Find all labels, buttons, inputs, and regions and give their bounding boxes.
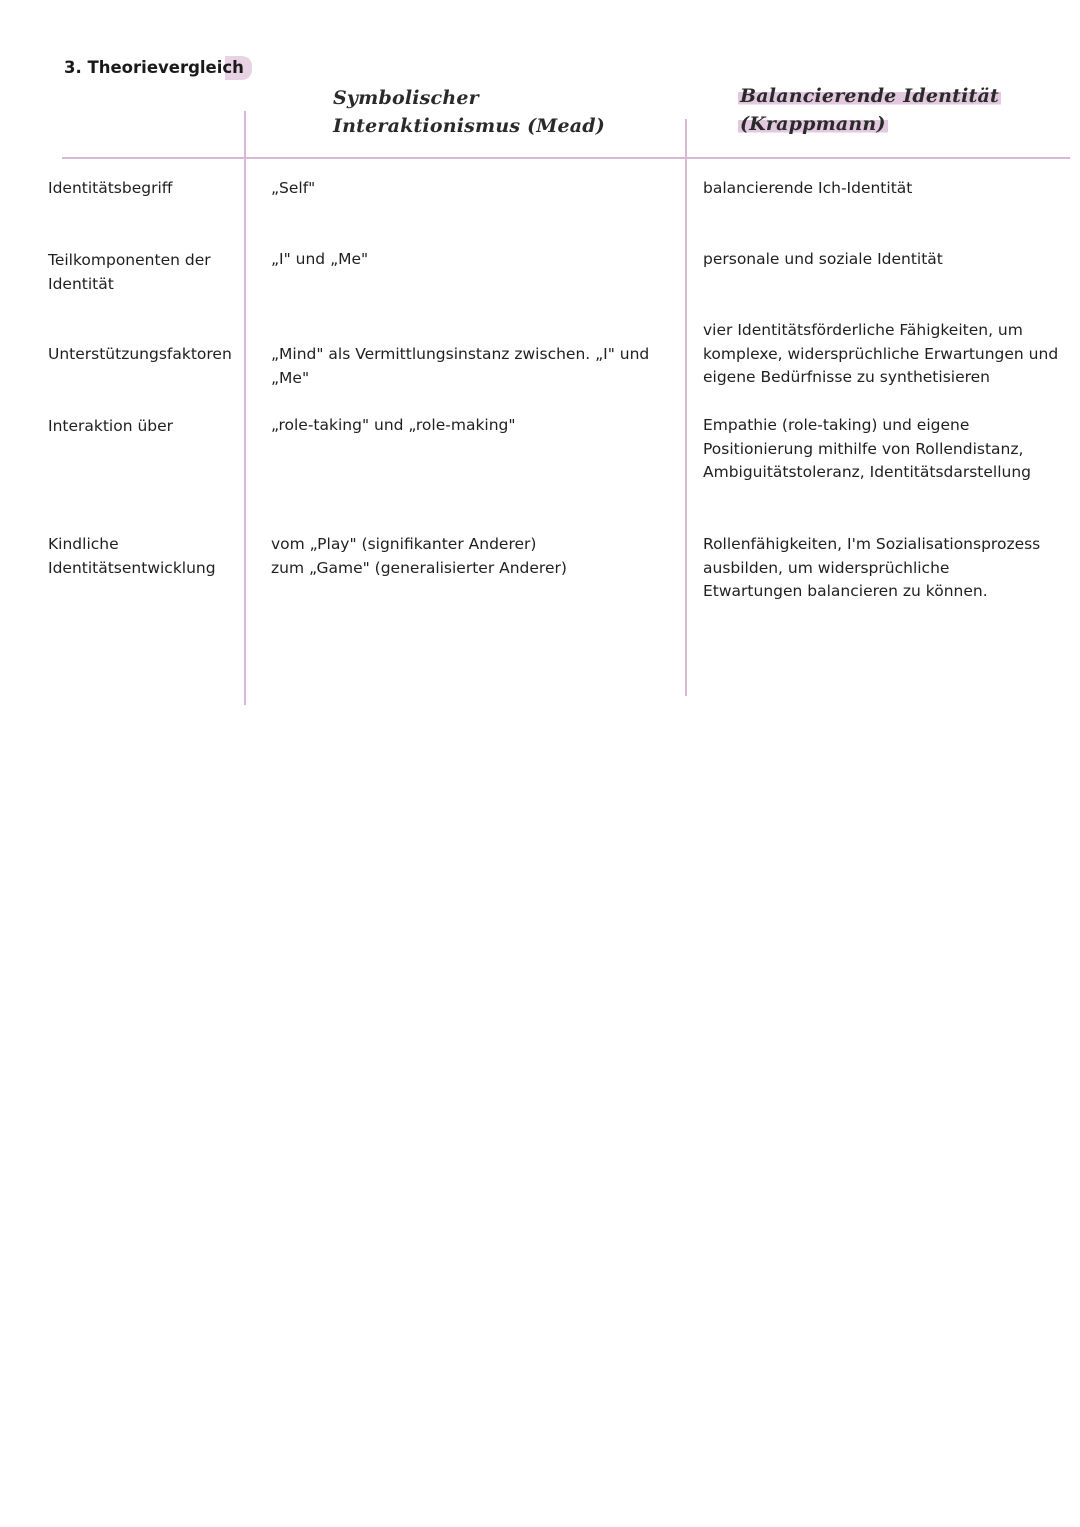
row-identitaetsbegriff-mead: „Self" — [271, 179, 316, 197]
row-label-unterstuetzungsfaktoren: Unterstützungsfaktoren — [48, 345, 232, 363]
column-header-krappmann-line2: (Krappmann) — [738, 110, 888, 138]
row-label-identitaetsbegriff: Identitätsbegriff — [48, 179, 173, 197]
row-interaktion-krappmann: Empathie (role-taking) und eigene Positionierung mithilfe von Rollendistanz, Ambiguitätstoleranz, Identitätsdarstellung — [703, 416, 1032, 481]
row-label-teilkomponenten: Teilkomponenten der Identität — [48, 251, 211, 293]
row-label-interaktion: Interaktion über — [48, 417, 174, 435]
row-unterstuetzungsfaktoren-krappmann: vier Identitätsförderliche Fähigkeiten, um komplexe, widersprüchliche Erwartungen und eigene Bedürfnisse zu synthetisieren — [703, 321, 1059, 386]
column-header-mead-line1: Symbolischer — [333, 87, 479, 109]
row-unterstuetzungsfaktoren-mead: „Mind" als Vermittlungsinstanz zwischen. „I" und „Me" — [271, 345, 650, 387]
row-teilkomponenten-krappmann: personale und soziale Identität — [703, 250, 943, 268]
column-header-mead — [333, 84, 605, 140]
row-identitaetsbegriff-krappmann: balancierende Ich-Identität — [703, 179, 913, 197]
row-interaktion-mead: „role-taking" und „role-making" — [271, 416, 516, 434]
row-kindliche-entwicklung-krappmann: Rollenfähigkeiten, I'm Sozialisationsprozess ausbilden, um widersprüchliche Etwartungen balancieren zu können. — [703, 535, 1041, 600]
row-kindliche-entwicklung-mead: vom „Play" (signifikanter Anderer) zum „Game" (generalisierter Anderer) — [271, 535, 567, 577]
column-header-mead-line2: Interaktionismus (Mead) — [333, 115, 605, 137]
section-title: 3. Theorievergleich — [58, 56, 252, 80]
column-header-krappmann — [738, 82, 1001, 138]
row-teilkomponenten-mead: „I" und „Me" — [271, 250, 369, 268]
column-divider-1 — [244, 111, 246, 705]
row-label-kindliche-entwicklung: Kindliche Identitätsentwicklung — [48, 535, 216, 577]
column-header-krappmann-line1: Balancierende Identität — [738, 82, 1001, 110]
column-divider-2 — [685, 119, 687, 696]
table-header-divider — [62, 157, 1070, 159]
